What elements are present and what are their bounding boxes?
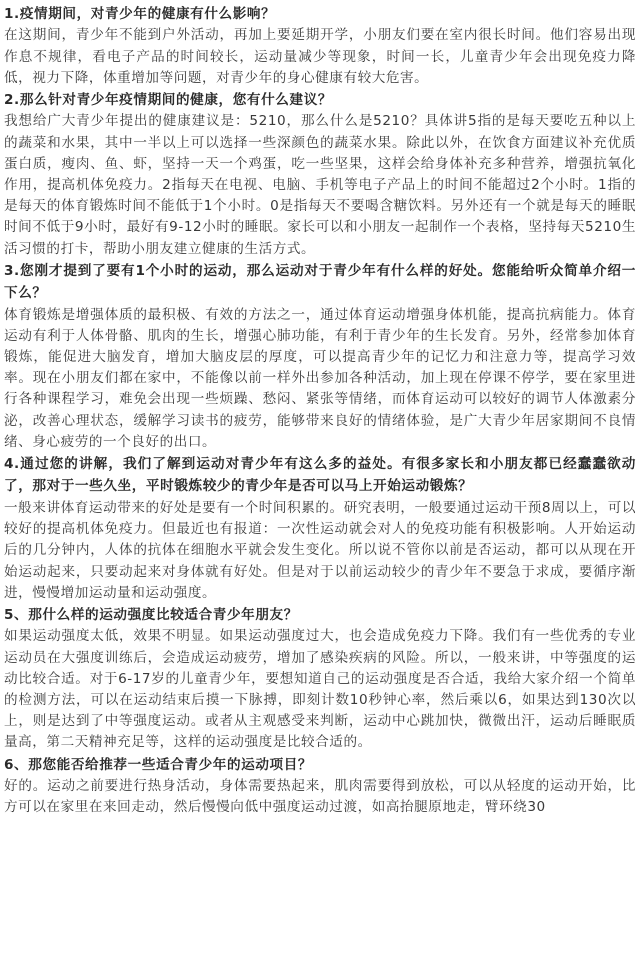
answer-6-paragraph: 好的。运动之前要进行热身活动，身体需要热起来，肌肉需要得到放松，可以从轻度的运动开始，比方可以在家里在来回走动，然后慢慢向低中强度运动过渡，如高抬腿原地走，臂环绕30	[4, 777, 636, 816]
question-5-heading: 5、那什么样的运动强度比较适合青少年朋友？	[4, 606, 298, 623]
article-body	[4, 3, 636, 818]
question-6-heading: 6、那您能否给推荐一些适合青少年的运动项目？	[4, 756, 313, 773]
answer-2-paragraph: 我想给广大青少年提出的健康建议是：5210，那么什么是5210？具体讲5指的是每天要吃五种以上的蔬菜和水果，其中一半以上可以选择一些深颜色的蔬菜水果。除此以外，在饮食方面建议补充优质蛋白质，瘦肉、鱼、虾，坚持一天一个鸡蛋，吃一些坚果，这样会给身体补充多种营养，增强抗氧化作用，提高机体免疫力。2指每天在电视、电脑、手机等电子产品上的时间不能超过2个小时。1指的是每天的体育锻炼时间不能低于1个小时。0是指每天不要喝含糖饮料。另外还有一个就是每天的睡眠时间不低于9小时，最好有9-12小时的睡眠。家长可以和小朋友一起制作一个表格，坚持每天5210生活习惯的打卡，帮助小朋友建立健康的生活方式。	[4, 113, 636, 257]
question-4-heading: 4.通过您的讲解，我们了解到运动对青少年有这么多的益处。有很多家长和小朋友都已经蠢蠢欲动了，那对于一些久坐，平时锻炼较少的青少年是否可以马上开始运动锻炼？	[4, 456, 636, 495]
question-2-heading: 2.那么针对青少年疫情期间的健康，您有什么建议？	[4, 92, 333, 109]
answer-5-paragraph: 如果运动强度太低，效果不明显。如果运动强度过大，也会造成免疫力下降。我们有一些优秀的专业运动员在大强度训练后，会造成运动疲劳，增加了感染疾病的风险。所以，一般来讲，中等强度的运动比较合适。对于6-17岁的儿童青少年，要想知道自己的运动强度是否合适，我给大家介绍一个简单的检测方法，可以在运动结束后摸一下脉搏，即刻计数10秒钟心率，然后乘以6，如果达到130次以上，则是达到了中等强度运动。或者从主观感受来判断，运动中心跳加快，微微出汗，运动后睡眠质量高，第二天精神充足等，这样的运动强度是比较合适的。	[4, 628, 636, 751]
answer-4-paragraph: 一般来讲体育运动带来的好处是要有一个时间积累的。研究表明，一般要通过运动干预8周以上，可以较好的提高机体免疫力。但最近也有报道：一次性运动就会对人的免疫功能有积极影响。人开始运动后的几分钟内，人体的抗体在细胞水平就会发生变化。所以说不管你以前是否运动，都可以从现在开始运动起来，只要动起来对身体就有好处。但是对于以前运动较少的青少年不要急于求成，要循序渐进，慢慢增加运动量和运动强度。	[4, 499, 636, 601]
answer-1-paragraph: 在这期间，青少年不能到户外活动，再加上要延期开学，小朋友们要在室内很长时间。他们容易出现作息不规律，看电子产品的时间较长，运动量减少等现象，时间一长，儿童青少年会出现免疫力降低，视力下降，体重增加等问题，对青少年的身心健康有较大危害。	[4, 27, 636, 86]
answer-3-paragraph: 体育锻炼是增强体质的最积极、有效的方法之一，通过体育运动增强身体机能，提高抗病能力。体育运动有利于人体骨骼、肌肉的生长，增强心肺功能，有利于青少年的生长发育。另外，经常参加体育锻炼，能促进大脑发育，增加大脑皮层的厚度，可以提高青少年的记忆力和注意力等，提高学习效率。现在小朋友们都在家中，不能像以前一样外出参加各种活动，加上现在停课不停学，要在家里进行各种课程学习，难免会出现一些烦躁、愁闷、紧张等情绪，而体育运动可以较好的调节人体激素分泌，改善心理状态，缓解学习读书的疲劳，能够带来良好的情绪体验，是广大青少年居家期间不良情绪、身心疲劳的一个良好的出口。	[4, 306, 636, 450]
question-3-heading: 3.您刚才提到了要有1个小时的运动，那么运动对于青少年有什么样的好处。您能给听众简单介绍一下么？	[4, 262, 636, 302]
question-1-heading: 1.疫情期间，对青少年的健康有什么影响？	[4, 6, 276, 22]
